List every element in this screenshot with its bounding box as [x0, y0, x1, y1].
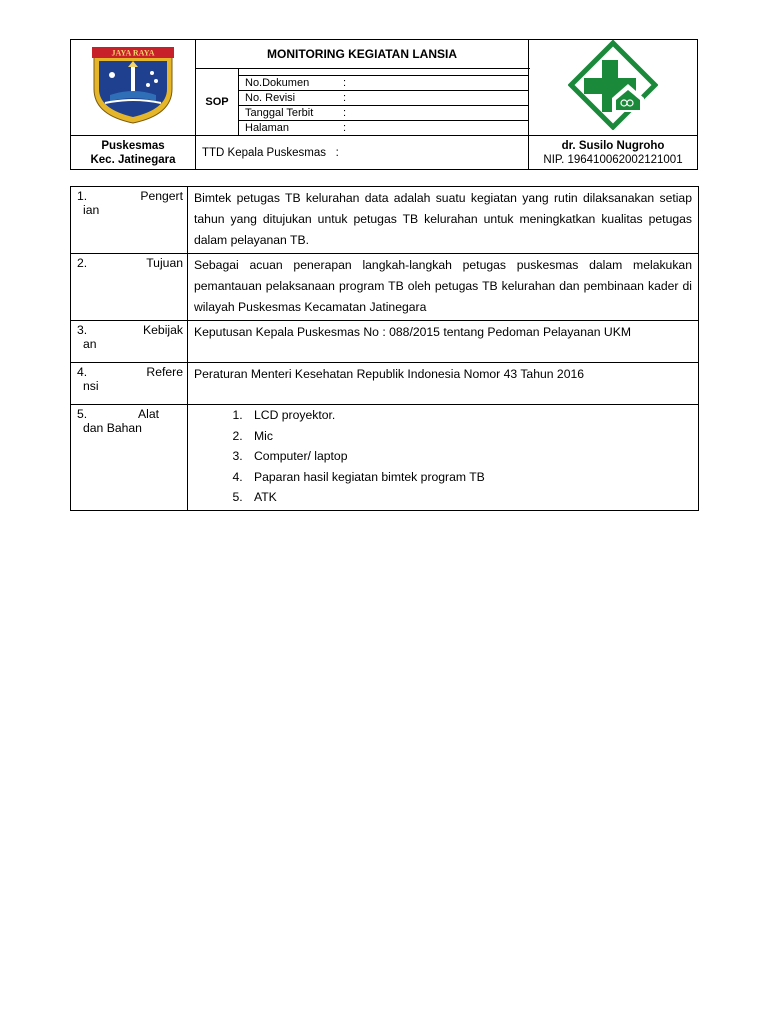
section-title: Kebijak [143, 323, 183, 337]
jaya-raya-emblem-icon [90, 45, 176, 125]
section-title: Tujuan [146, 256, 183, 270]
list-item: 2. Mic [246, 426, 692, 447]
signature-cell [529, 136, 698, 170]
section-label [71, 405, 188, 511]
meta-row-tanggal [239, 106, 529, 121]
signatory-nip: NIP. 196410062002121001 [543, 153, 683, 166]
section-row [71, 187, 699, 254]
document-title: MONITORING KEGIATAN LANSIA [196, 40, 529, 69]
section-number: 4. [77, 365, 88, 379]
puskesmas-logo-icon [568, 40, 658, 130]
section-text: Keputusan Kepala Puskesmas No : 088/2015 tentang Pedoman Pelayanan UKM [188, 321, 699, 363]
section-text: Peraturan Menteri Kesehatan Republik Indonesia Nomor 43 Tahun 2016 [188, 363, 699, 405]
list-item: 5. ATK [246, 487, 692, 508]
section-text: Bimtek petugas TB kelurahan data adalah suatu kegiatan yang rutin dilaksanakan setiap tahun yang ditujukan untuk petugas TB kelurahan untuk meningkatkan kualitas petugas dalam pelayanan TB. [188, 187, 699, 254]
meta-sep: : [343, 122, 347, 134]
ttd-sep: : [335, 146, 339, 159]
section-title-cont: ian [83, 203, 100, 217]
puskesmas-line2: Kec. Jatinegara [90, 153, 176, 166]
section-label [71, 187, 188, 254]
materials-list [194, 405, 692, 508]
sop-label: SOP [196, 69, 239, 136]
puskesmas-name-cell [71, 136, 196, 170]
section-title: Refere [146, 365, 183, 379]
section-title-cont: an [83, 337, 97, 351]
emblem-motto: JAYA RAYA [111, 48, 155, 58]
section-title-cont: nsi [83, 379, 99, 393]
section-label [71, 363, 188, 405]
sop-content-table [70, 186, 699, 511]
meta-key: No. Revisi [245, 92, 296, 104]
sop-header-table [70, 39, 698, 170]
section-number: 2. [77, 256, 88, 270]
section-title: Alat [137, 407, 159, 421]
meta-key: Halaman [245, 122, 290, 134]
meta-sep: : [343, 107, 347, 119]
dki-logo-cell [71, 40, 196, 136]
section-row [71, 321, 699, 363]
list-item: 1. LCD proyektor. [246, 405, 692, 426]
section-list-cell [188, 405, 699, 511]
meta-key: Tanggal Terbit [245, 107, 314, 119]
section-text: Sebagai acuan penerapan langkah-langkah petugas puskesmas dalam melakukan pemantauan pelaksanaan program TB oleh petugas TB kelurahan dan pembinaan kader di wilayah Puskesmas Kecamatan Jatinegara [188, 254, 699, 321]
section-title-cont: dan Bahan [83, 421, 142, 435]
section-number: 1. [77, 189, 88, 203]
meta-sep: : [343, 92, 347, 104]
signatory-name: dr. Susilo Nugroho [561, 139, 665, 152]
list-item: 4. Paparan hasil kegiatan bimtek program TB [246, 467, 692, 488]
ttd-cell [196, 136, 529, 170]
section-label [71, 254, 188, 321]
puskesmas-logo-cell [529, 40, 698, 136]
ttd-label: TTD Kepala Puskesmas [202, 146, 326, 159]
section-row [71, 405, 699, 511]
section-number: 3. [77, 323, 88, 337]
meta-key: No.Dokumen [245, 77, 310, 89]
section-label [71, 321, 188, 363]
section-number: 5. [77, 407, 88, 421]
section-title: Pengert [140, 189, 183, 203]
meta-row-norevisi [239, 91, 529, 106]
section-row [71, 254, 699, 321]
section-row [71, 363, 699, 405]
puskesmas-line1: Puskesmas [101, 139, 165, 152]
list-item: 3. Computer/ laptop [246, 446, 692, 467]
meta-row-nodokumen [239, 76, 529, 91]
meta-sep: : [343, 77, 347, 89]
meta-row-halaman [239, 121, 529, 136]
